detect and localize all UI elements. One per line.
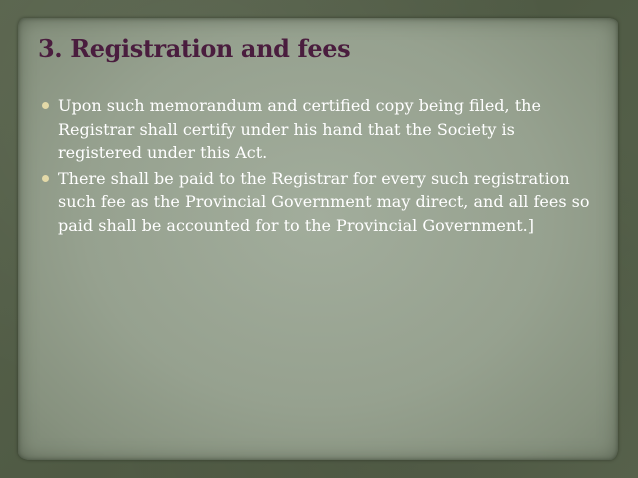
- bullet-text: Upon such memorandum and certified copy being filed, the Registrar shall certify under his hand that the Society is registered under this Act.: [58, 96, 541, 162]
- slide-title: 3. Registration and fees: [38, 34, 351, 63]
- bullet-item: [42, 167, 602, 238]
- bullet-item: [42, 94, 602, 165]
- bullet-dot-icon: [42, 175, 49, 182]
- paper-panel: [18, 18, 618, 460]
- bullet-text: There shall be paid to the Registrar for every such registration such fee as the Provincial Government may direct, and all fees so paid shall be accounted for to the Provincial Government.]: [58, 168, 590, 235]
- bullet-dot-icon: [42, 102, 49, 109]
- bullet-list: [42, 94, 602, 239]
